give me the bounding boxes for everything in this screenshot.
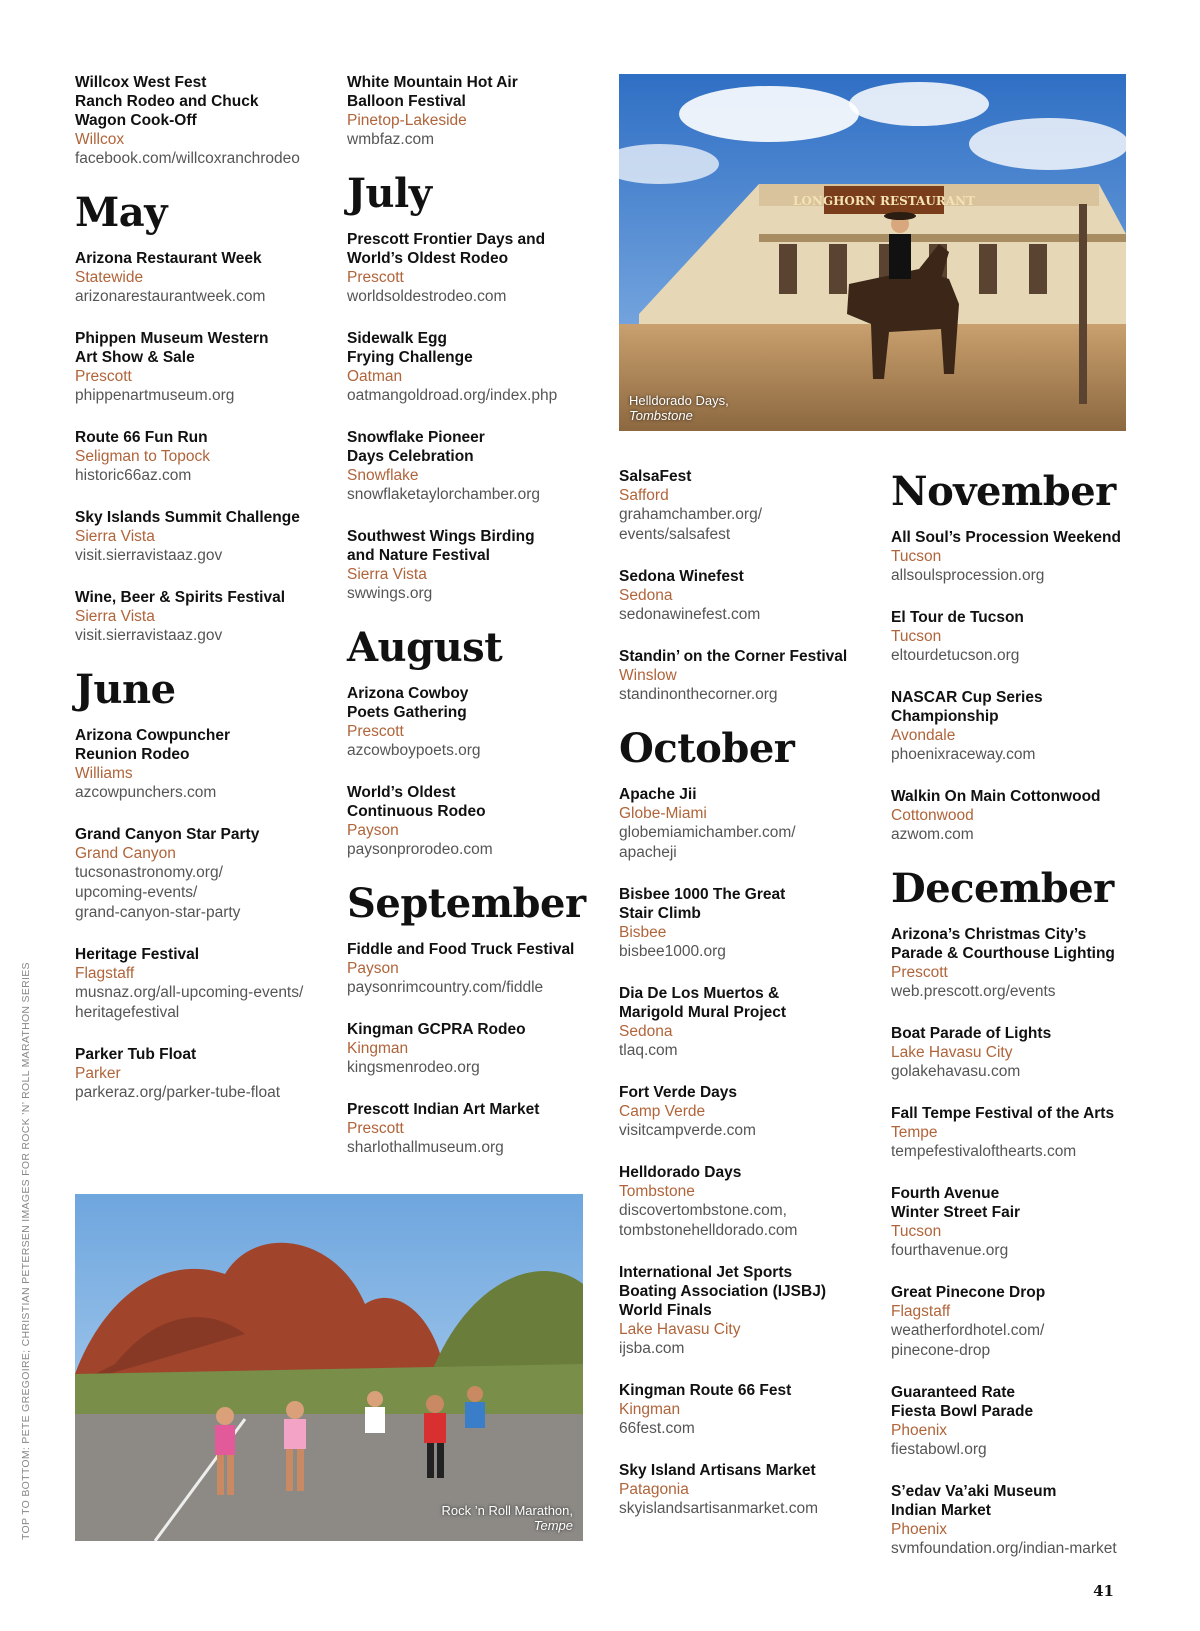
- month-heading: July: [347, 170, 432, 217]
- event-location: Sierra Vista: [347, 566, 427, 583]
- event-item: [347, 527, 592, 604]
- event-name: Southwest Wings Birding and Nature Festival: [347, 528, 535, 564]
- column-3: [619, 467, 864, 1541]
- caption-text: Helldorado Days,: [629, 393, 729, 408]
- month-june: [75, 668, 320, 1103]
- event-name: Heritage Festival: [75, 946, 200, 963]
- event-location: Williams: [75, 765, 133, 782]
- event-url[interactable]: historic66az.com: [75, 467, 192, 484]
- event-url[interactable]: fiestabowl.org: [891, 1441, 987, 1458]
- event-item: [619, 1381, 864, 1439]
- event-item: [75, 249, 320, 307]
- event-location: Tombstone: [619, 1183, 695, 1200]
- event-item: [347, 940, 592, 998]
- event-name: Arizona Cowboy Poets Gathering: [347, 685, 469, 721]
- event-name: SalsaFest: [619, 468, 692, 485]
- event-url[interactable]: swwings.org: [347, 585, 433, 602]
- event-url[interactable]: tlaq.com: [619, 1042, 678, 1059]
- event-list: [347, 684, 592, 860]
- event-location: Statewide: [75, 269, 144, 286]
- event-name: Guaranteed Rate Fiesta Bowl Parade: [891, 1384, 1034, 1420]
- event-name: Willcox West Fest Ranch Rodeo and Chuck Wagon Cook-Off: [75, 74, 259, 129]
- event-name: El Tour de Tucson: [891, 609, 1024, 626]
- event-url[interactable]: visitcampverde.com: [619, 1122, 756, 1139]
- event-item: [75, 945, 320, 1023]
- event-name: S’edav Va’aki Museum Indian Market: [891, 1483, 1057, 1519]
- column-2: [347, 73, 592, 1180]
- event-location: Prescott: [347, 1120, 404, 1137]
- event-url[interactable]: svmfoundation.org/indian-market: [891, 1540, 1117, 1557]
- event-item: [619, 785, 864, 863]
- month-heading: May: [75, 189, 167, 236]
- event-name: Sky Islands Summit Challenge: [75, 509, 300, 526]
- event-name: Parker Tub Float: [75, 1046, 197, 1063]
- event-item: [75, 428, 320, 486]
- event-location: Prescott: [347, 723, 404, 740]
- event-url[interactable]: oatmangoldroad.org/index.php: [347, 387, 558, 404]
- event-name: Fourth Avenue Winter Street Fair: [891, 1185, 1021, 1221]
- event-name: Standin’ on the Corner Festival: [619, 648, 848, 665]
- event-item: [347, 684, 592, 761]
- month-heading: December: [891, 865, 1114, 912]
- event-url[interactable]: eltourdetucson.org: [891, 647, 1020, 664]
- event-list-top: [347, 73, 592, 150]
- month-september: [347, 882, 592, 1158]
- event-item: [619, 1163, 864, 1241]
- event-location: Lake Havasu City: [619, 1321, 741, 1338]
- month-heading: October: [619, 725, 795, 772]
- event-name: Phippen Museum Western Art Show & Sale: [75, 330, 269, 366]
- event-item: [619, 1263, 864, 1359]
- event-location: Winslow: [619, 667, 677, 684]
- event-url[interactable]: grahamchamber.org/ events/salsafest: [619, 506, 763, 543]
- event-item: [619, 567, 864, 625]
- event-item: [891, 787, 1141, 845]
- event-location: Flagstaff: [75, 965, 135, 982]
- photo-credit: TOP TO BOTTOM: PETE GREGOIRE; CHRISTIAN PETERSEN IMAGES FOR ROCK ’N’ ROLL MARATHON SERIES: [20, 962, 32, 1540]
- event-item: [75, 588, 320, 646]
- event-name: Prescott Frontier Days and World’s Oldest Rodeo: [347, 231, 546, 267]
- event-name: Apache Jii: [619, 786, 697, 803]
- event-location: Globe-Miami: [619, 805, 707, 822]
- event-item: [75, 825, 320, 923]
- event-name: Fort Verde Days: [619, 1084, 738, 1101]
- event-location: Camp Verde: [619, 1103, 706, 1120]
- caption-place: Tombstone: [629, 408, 693, 423]
- event-url[interactable]: standinonthecorner.org: [619, 686, 778, 703]
- month-october: [619, 727, 864, 1519]
- event-location: Parker: [75, 1065, 121, 1082]
- month-november: [891, 470, 1141, 845]
- event-location: Avondale: [891, 727, 956, 744]
- event-url[interactable]: wmbfaz.com: [347, 131, 434, 148]
- month-december: [891, 867, 1141, 1559]
- event-url[interactable]: golakehavasu.com: [891, 1063, 1021, 1080]
- event-name: Sidewalk Egg Frying Challenge: [347, 330, 473, 366]
- column-1: [75, 73, 320, 1125]
- event-item: [891, 1024, 1141, 1082]
- event-item: [891, 1184, 1141, 1261]
- event-item: [619, 1461, 864, 1519]
- event-item: [619, 467, 864, 545]
- event-list: [891, 925, 1141, 1559]
- event-url[interactable]: discovertombstone.com, tombstonehelldorado.com: [619, 1202, 798, 1239]
- event-location: Phoenix: [891, 1422, 948, 1439]
- event-item: [75, 329, 320, 406]
- event-url[interactable]: phippenartmuseum.org: [75, 387, 235, 404]
- event-url[interactable]: snowflaketaylorchamber.org: [347, 486, 540, 503]
- event-item: [347, 783, 592, 860]
- event-name: Sky Island Artisans Market: [619, 1462, 816, 1479]
- event-item: [347, 428, 592, 505]
- event-list-top: [619, 467, 864, 705]
- column-4: [891, 470, 1141, 1581]
- event-url[interactable]: web.prescott.org/events: [891, 983, 1056, 1000]
- event-name: Kingman Route 66 Fest: [619, 1382, 792, 1399]
- event-location: Tucson: [891, 548, 942, 565]
- event-item: [891, 1383, 1141, 1460]
- event-name: Arizona Restaurant Week: [75, 250, 262, 267]
- event-url[interactable]: musnaz.org/all-upcoming-events/ heritagefestival: [75, 984, 304, 1021]
- page-number: 41: [1093, 1582, 1114, 1600]
- event-item: [891, 1104, 1141, 1162]
- event-location: Lake Havasu City: [891, 1044, 1013, 1061]
- event-location: Sedona: [619, 587, 673, 604]
- event-item: [891, 688, 1141, 765]
- event-item: [619, 885, 864, 962]
- caption-text: Rock ’n Roll Marathon,: [441, 1503, 573, 1518]
- event-location: Seligman to Topock: [75, 448, 210, 465]
- event-item: [75, 508, 320, 566]
- event-url[interactable]: visit.sierravistaaz.gov: [75, 547, 223, 564]
- event-item: [75, 73, 320, 169]
- event-name: Kingman GCPRA Rodeo: [347, 1021, 526, 1038]
- event-location: Snowflake: [347, 467, 419, 484]
- event-location: Pinetop-Lakeside: [347, 112, 467, 129]
- marathon-caption: [442, 1503, 574, 1533]
- event-location: Tucson: [891, 1223, 942, 1240]
- event-location: Payson: [347, 822, 399, 839]
- event-url[interactable]: phoenixraceway.com: [891, 746, 1036, 763]
- event-url[interactable]: weatherfordhotel.com/ pinecone-drop: [891, 1322, 1045, 1359]
- month-heading: August: [347, 624, 503, 671]
- event-location: Prescott: [347, 269, 404, 286]
- event-name: Prescott Indian Art Market: [347, 1101, 540, 1118]
- event-url[interactable]: globemiamichamber.com/ apacheji: [619, 824, 796, 861]
- event-name: Walkin On Main Cottonwood: [891, 788, 1101, 805]
- event-url[interactable]: bisbee1000.org: [619, 943, 726, 960]
- event-location: Cottonwood: [891, 807, 974, 824]
- event-item: [891, 528, 1141, 586]
- event-url[interactable]: worldsoldestrodeo.com: [347, 288, 507, 305]
- event-item: [891, 1482, 1141, 1559]
- event-name: Fiddle and Food Truck Festival: [347, 941, 575, 958]
- event-name: Helldorado Days: [619, 1164, 742, 1181]
- event-item: [619, 1083, 864, 1141]
- event-list: [619, 785, 864, 1519]
- event-location: Safford: [619, 487, 669, 504]
- event-item: [75, 1045, 320, 1103]
- event-location: Willcox: [75, 131, 125, 148]
- event-name: International Jet Sports Boating Association (IJSBJ) World Finals: [619, 1264, 826, 1319]
- event-location: Payson: [347, 960, 399, 977]
- event-url[interactable]: paysonprorodeo.com: [347, 841, 493, 858]
- marathon-illustration: [75, 1194, 583, 1541]
- helldorado-caption: [629, 393, 729, 423]
- event-item: [891, 1283, 1141, 1361]
- event-location: Kingman: [619, 1401, 681, 1418]
- event-location: Grand Canyon: [75, 845, 176, 862]
- event-location: Tucson: [891, 628, 942, 645]
- month-heading: September: [347, 880, 586, 927]
- event-url[interactable]: azcowboypoets.org: [347, 742, 481, 759]
- longhorn-sign: LONGHORN RESTAURANT: [792, 194, 976, 208]
- event-url[interactable]: kingsmenrodeo.org: [347, 1059, 480, 1076]
- event-url[interactable]: azcowpunchers.com: [75, 784, 217, 801]
- event-list: [347, 940, 592, 1158]
- event-item: [891, 608, 1141, 666]
- event-name: Bisbee 1000 The Great Stair Climb: [619, 886, 786, 922]
- event-url[interactable]: ijsba.com: [619, 1340, 685, 1357]
- event-item: [347, 230, 592, 307]
- helldorado-photo: [619, 74, 1126, 431]
- event-list: [75, 726, 320, 1103]
- event-location: Phoenix: [891, 1521, 948, 1538]
- event-location: Sierra Vista: [75, 608, 155, 625]
- event-list: [347, 230, 592, 604]
- event-location: Sedona: [619, 1023, 673, 1040]
- event-url[interactable]: 66fest.com: [619, 1420, 695, 1437]
- event-url[interactable]: parkeraz.org/parker-tube-float: [75, 1084, 281, 1101]
- event-item: [891, 925, 1141, 1002]
- event-item: [619, 984, 864, 1061]
- event-name: Fall Tempe Festival of the Arts: [891, 1105, 1115, 1122]
- event-name: Route 66 Fun Run: [75, 429, 208, 446]
- month-august: [347, 626, 592, 860]
- marathon-photo: [75, 1194, 583, 1541]
- event-url[interactable]: allsoulsprocession.org: [891, 567, 1045, 584]
- event-url[interactable]: paysonrimcountry.com/fiddle: [347, 979, 544, 996]
- event-name: Arizona Cowpuncher Reunion Rodeo: [75, 727, 231, 763]
- event-url[interactable]: fourthavenue.org: [891, 1242, 1009, 1259]
- event-list: [891, 528, 1141, 845]
- event-name: Grand Canyon Star Party: [75, 826, 260, 843]
- event-item: [75, 726, 320, 803]
- event-location: Sierra Vista: [75, 528, 155, 545]
- event-name: All Soul’s Procession Weekend: [891, 529, 1121, 546]
- event-url[interactable]: sedonawinefest.com: [619, 606, 761, 623]
- month-may: [75, 191, 320, 646]
- event-item: [347, 329, 592, 406]
- event-name: NASCAR Cup Series Championship: [891, 689, 1043, 725]
- event-location: Patagonia: [619, 1481, 689, 1498]
- month-heading: June: [75, 666, 176, 713]
- event-name: Snowflake Pioneer Days Celebration: [347, 429, 485, 465]
- event-url[interactable]: sharlothallmuseum.org: [347, 1139, 504, 1156]
- month-heading: November: [891, 468, 1116, 515]
- event-name: Arizona’s Christmas City’s Parade & Courthouse Lighting: [891, 926, 1115, 962]
- event-location: Bisbee: [619, 924, 667, 941]
- event-name: Great Pinecone Drop: [891, 1284, 1046, 1301]
- event-name: World’s Oldest Continuous Rodeo: [347, 784, 486, 820]
- event-location: Prescott: [75, 368, 132, 385]
- event-name: Sedona Winefest: [619, 568, 744, 585]
- event-url[interactable]: azwom.com: [891, 826, 974, 843]
- event-url[interactable]: visit.sierravistaaz.gov: [75, 627, 223, 644]
- event-location: Prescott: [891, 964, 948, 981]
- event-item: [619, 647, 864, 705]
- event-url[interactable]: tempefestivalofthearts.com: [891, 1143, 1077, 1160]
- event-location: Kingman: [347, 1040, 409, 1057]
- event-name: Dia De Los Muertos & Marigold Mural Project: [619, 985, 787, 1021]
- month-july: [347, 172, 592, 604]
- event-location: Oatman: [347, 368, 403, 385]
- event-url[interactable]: arizonarestaurantweek.com: [75, 288, 266, 305]
- event-url[interactable]: tucsonastronomy.org/ upcoming-events/ grand-canyon-star-party: [75, 864, 241, 921]
- event-item: [347, 73, 592, 150]
- caption-place: Tempe: [533, 1518, 573, 1533]
- event-name: Wine, Beer & Spirits Festival: [75, 589, 286, 606]
- event-url[interactable]: skyislandsartisanmarket.com: [619, 1500, 818, 1517]
- event-location: Flagstaff: [891, 1303, 951, 1320]
- helldorado-illustration: [619, 74, 1126, 431]
- event-list-top: [75, 73, 320, 169]
- event-item: [347, 1100, 592, 1158]
- event-item: [347, 1020, 592, 1078]
- event-name: White Mountain Hot Air Balloon Festival: [347, 74, 518, 110]
- event-list: [75, 249, 320, 646]
- event-url[interactable]: facebook.com/willcoxranchrodeo: [75, 150, 300, 167]
- event-name: Boat Parade of Lights: [891, 1025, 1052, 1042]
- event-location: Tempe: [891, 1124, 938, 1141]
